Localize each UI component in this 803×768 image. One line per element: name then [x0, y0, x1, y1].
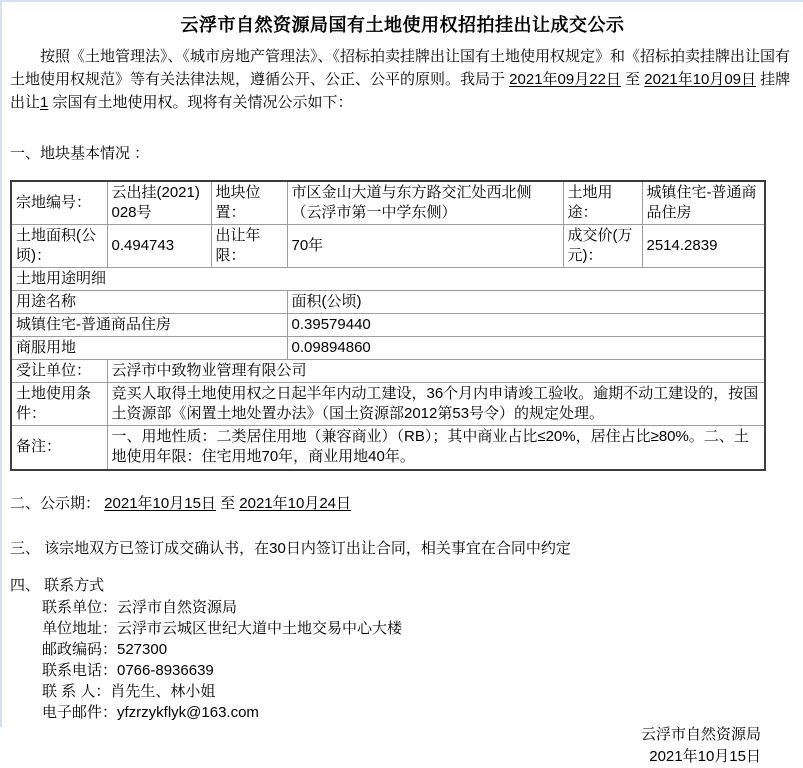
listing-start-date: 2021年09月22日	[509, 71, 621, 88]
publicity-start-date: 2021年10月15日	[104, 494, 216, 512]
table-row	[11, 426, 765, 470]
parcel-no-label-cell: 宗地编号：	[11, 181, 107, 225]
contact-email-line: 电子邮件：yfzrzykflyk@163.com	[42, 703, 259, 721]
table-row	[11, 268, 765, 291]
contact-phone-line: 联系电话：0766-8936639	[42, 661, 214, 679]
intro-paragraph	[10, 45, 797, 114]
parcel-no-value-cell: 云出挂(2021)028号	[107, 181, 211, 225]
publicity-period-middle: 至	[215, 494, 240, 512]
signature-date: 2021年10月15日	[649, 747, 761, 765]
listing-end-date: 2021年10月09日	[644, 71, 757, 88]
publicity-period-label: 二、公示期：	[10, 494, 105, 512]
term-label-cell: 出让年限：	[211, 225, 287, 268]
detail-header-cell: 土地用途明细	[11, 268, 765, 291]
section4-heading: 四、 联系方式	[10, 576, 105, 594]
price-value-cell: 2514.2839	[642, 225, 765, 268]
remarks-label-cell: 备注：	[11, 426, 107, 470]
section3-text: 三、 该宗地双方已签订成交确认书，在30日内签订出让合同，相关事宜在合同中约定	[10, 539, 571, 557]
detail-row1-area-cell: 0.39579440	[287, 314, 765, 337]
detail-row2-name-cell: 商服用地	[11, 337, 287, 360]
intro-text-2: 至	[620, 71, 645, 88]
table-row	[11, 360, 765, 383]
land-info-table	[10, 180, 766, 471]
table-row	[11, 225, 765, 268]
location-value-cell: 市区金山大道与东方路交汇处西北侧（云浮市第一中学东侧）	[287, 181, 563, 225]
signature-org: 云浮市自然资源局	[640, 725, 761, 743]
signature-block	[2, 724, 803, 768]
intro-text-4: 宗国有土地使用权。现将有关情况公示如下：	[48, 94, 353, 111]
detail-col-area-cell: 面积(公顷)	[287, 291, 765, 314]
section1-heading: 一、地块基本情况 ：	[10, 145, 150, 162]
contact-address-line: 单位地址：云浮市云城区世纪大道中土地交易中心大楼	[42, 619, 403, 637]
detail-col-name-cell: 用途名称	[11, 291, 287, 314]
contact-person-line: 联 系 人：肖先生、林小姐	[42, 682, 216, 700]
location-label-cell: 地块位置：	[211, 181, 287, 225]
table-row	[11, 383, 765, 426]
conditions-label-cell: 土地使用条件：	[11, 383, 107, 426]
intro-text-1: 按照《土地管理法》、《城市房地产管理法》、《招标拍卖挂牌出让国有土地使用权规定》和《招标拍卖挂牌出让国有土地使用权规范》等有关法律法规，遵循公开、公正、公平的原则。我局于	[10, 48, 791, 88]
table-row	[11, 314, 765, 337]
table-row	[11, 337, 765, 360]
term-value-cell: 70年	[287, 225, 563, 268]
intro-text-3: 挂牌出让	[10, 71, 791, 111]
parcel-count: 1	[40, 94, 49, 111]
buyer-label-cell: 受让单位：	[11, 360, 107, 383]
contact-postcode-line: 邮政编码：527300	[42, 640, 168, 658]
contact-unit-line: 联系单位：云浮市自然资源局	[42, 598, 238, 616]
contact-block	[42, 597, 803, 723]
area-value-cell: 0.494743	[107, 225, 211, 268]
section2-heading	[10, 492, 803, 513]
detail-row1-name-cell: 城镇住宅-普通商品住房	[11, 314, 287, 337]
remarks-value-cell: 一、用地性质：二类居住用地（兼容商业）（RB）；其中商业占比≤20%，居住占比≥80%。二、土地使用年限：住宅用地70年，商业用地40年。	[107, 426, 765, 470]
publicity-end-date: 2021年10月24日	[239, 494, 352, 512]
use-label-cell: 土地用途：	[563, 181, 642, 225]
table-row	[11, 181, 765, 225]
buyer-value-cell: 云浮市中致物业管理有限公司	[107, 360, 765, 383]
table-row	[11, 291, 765, 314]
use-value-cell: 城镇住宅-普通商品住房	[642, 181, 765, 225]
page-title: 云浮市自然资源局国有土地使用权招拍挂出让成交公示	[180, 15, 625, 35]
detail-row2-area-cell: 0.09894860	[287, 337, 765, 360]
area-label-cell: 土地面积(公顷)：	[11, 225, 107, 268]
price-label-cell: 成交价(万元)：	[563, 225, 642, 268]
conditions-value-cell: 竞买人取得土地使用权之日起半年内动工建设，36个月内申请竣工验收。逾期不动工建设的，按国土资源部《闲置土地处置办法》（国土资源部2012第53号令）的规定处理。	[107, 383, 765, 426]
